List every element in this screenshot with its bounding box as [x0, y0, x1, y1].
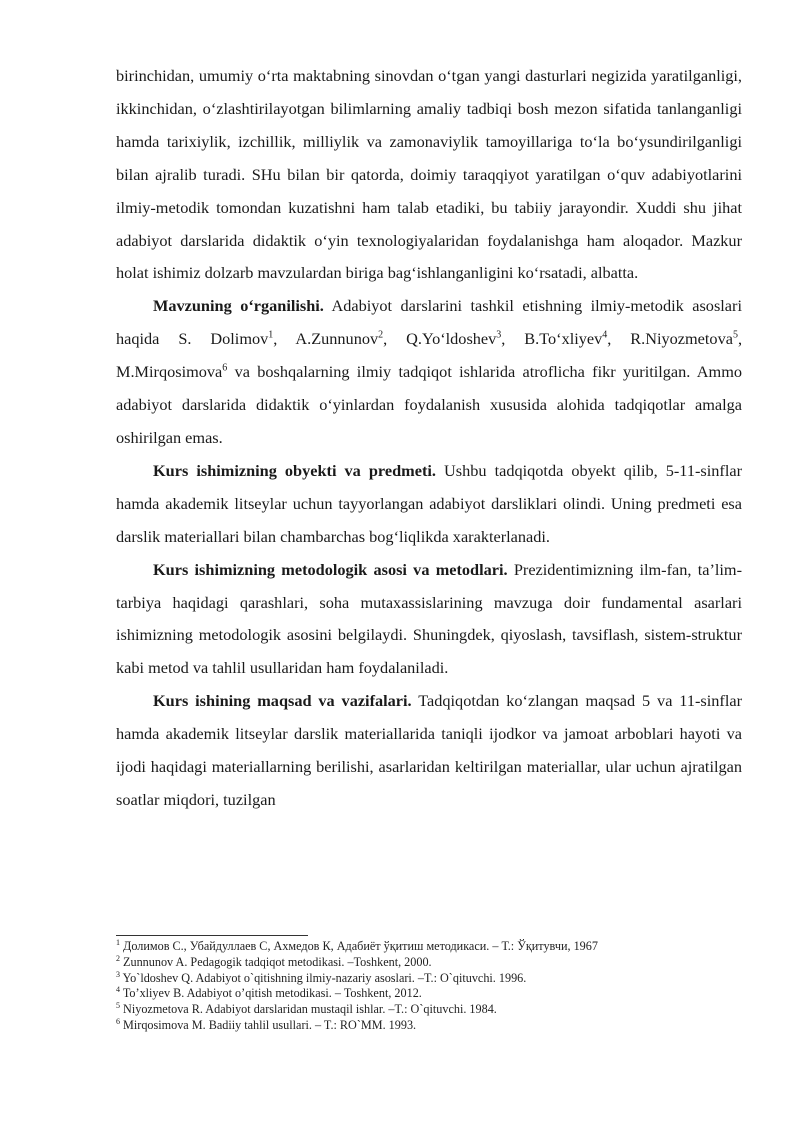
footnote-item: [116, 986, 756, 1002]
study-text: Adabiyot darslarini tashkil etishning ilmiy-metodik asoslari haqida S. Dolimov: [116, 296, 742, 349]
study-heading: Mavzuning o‘rganilishi.: [153, 296, 324, 316]
footnote-number: 2: [116, 953, 120, 963]
study-text: , Q.Yo‘ldoshev: [383, 329, 497, 349]
object-heading: Kurs ishimizning obyekti va predmeti.: [153, 460, 436, 480]
footnote-number: 1: [116, 937, 120, 947]
object-text: Ushbu tadqiqotda obyekt qilib, 5-11-sinflar hamda akademik litseylar uchun tayyorlangan adabiyot darsliklari olindi. Uning predmeti esa darslik materiallari bilan chambarchas bog‘liqlikda xarakterlanadi.: [116, 460, 742, 546]
study-paragraph: [116, 290, 742, 455]
footnotes: [116, 939, 756, 1034]
footnote-text: Niyozmetova R. Adabiyot darslaridan mustaqil ishlar. –T.: O`qituvchi. 1984.: [120, 1002, 497, 1017]
footnote-item: [116, 1018, 756, 1034]
footnote-ref: 1: [268, 329, 274, 341]
intro-paragraph: birinchidan, umumiy o‘rta maktabning sinovdan o‘tgan yangi dasturlari negizida yaratilganligi, ikkinchidan, o‘zlashtirilayotgan bilimlarning amaliy tadbiqi bosh mezon sifatida tanlanganligi hamda tarixiylik, izchillik, milliylik va zamonaviylik tamoyillariga to‘la bo‘ysundirilganligi bilan ajralib turadi. SHu bilan bir qatorda, doimiy taraqqiyot yaratilgan o‘quv adabiyotlarini ilmiy-metodik tomondan kuzatishni ham talab etadiki, bu tabiiy jarayondir. Xuddi shu jihat adabiyot darslarida didaktik o‘yin texnologiyalaridan foydalanishga ham aloqador. Mazkur holat ishimiz dolzarb mavzulardan biriga bag‘ishlanganligini ko‘rsatadi, albatta.: [116, 66, 742, 283]
method-text: Prezidentimizning ilm-fan, ta’lim-tarbiya haqidagi qarashlari, soha mutaxassislarining mavzuga doir fundamental asarlari ishimizning metodologik asosini belgilaydi. Shuningdek, qiyoslash, tavsiflash, sistem-struktur kabi metod va tahlil usullaridan ham foydalaniladi.: [116, 559, 742, 678]
footnote-text: To’xliyev B. Adabiyot o’qitish metodikasi. – Toshkent, 2012.: [120, 986, 422, 1001]
footnote-item: [116, 971, 756, 987]
footnote-number: 6: [116, 1016, 120, 1026]
method-heading: Kurs ishimizning metodologik asosi va metodlari.: [153, 559, 508, 579]
goal-paragraph: [116, 685, 742, 817]
study-text: , A.Zunnunov: [273, 329, 379, 349]
footnote-item: [116, 955, 756, 971]
footnote-item: [116, 939, 756, 955]
goal-heading: Kurs ishining maqsad va vazifalari.: [153, 691, 412, 711]
footnote-text: Mirqosimova M. Badiiy tahlil usullari. – T.: RO`MM. 1993.: [120, 1017, 417, 1032]
main-text: [116, 60, 742, 817]
footnote-ref: 5: [732, 329, 738, 341]
footnote-ref: 6: [222, 362, 228, 374]
footnote-divider: [116, 935, 308, 936]
footnote-ref: 3: [496, 329, 502, 341]
footnote-number: 4: [116, 985, 120, 995]
study-text: , M.Mirqosimova: [116, 329, 743, 382]
footnote-ref: 4: [602, 329, 608, 341]
footnote-ref: 2: [378, 329, 384, 341]
footnote-text: Yo`ldoshev Q. Adabiyot o`qitishning ilmiy-nazariy asoslari. –T.: O`qituvchi. 1996.: [120, 970, 527, 985]
footnote-item: [116, 1002, 756, 1018]
study-text: , B.To‘xliyev: [501, 329, 603, 349]
method-paragraph: [116, 554, 742, 686]
footnote-text: Zunnunov A. Pedagogik tadqiqot metodikasi. –Toshkent, 2000.: [120, 954, 432, 969]
footnote-text: Долимов С., Убайдуллаев С, Ахмедов К, Адабиёт ўқитиш методикаси. – Т.: Ўқитувчи, 1967: [120, 939, 598, 953]
object-paragraph: [116, 455, 742, 554]
goal-text: Tadqiqotdan ko‘zlangan maqsad 5 va 11-sinflar hamda akademik litseylar darslik materiallarida taniqli ijodkor va jamoat arboblari hayoti va ijodi haqidagi materiallarning berilishi, asarlaridan keltirilgan materiallar, ular uchun ajratilgan soatlar miqdori, tuzilgan: [116, 691, 742, 809]
footnote-number: 5: [116, 1001, 120, 1011]
study-text: , R.Niyozmetova: [607, 329, 733, 349]
footnote-number: 3: [116, 969, 120, 979]
study-text: va boshqalarning ilmiy tadqiqot ishlarida atroflicha fikr yuritilgan. Ammo adabiyot darslarida didaktik o‘yinlardan foydalanish xususida alohida tadqiqotlar amalga oshirilgan emas.: [116, 362, 742, 447]
